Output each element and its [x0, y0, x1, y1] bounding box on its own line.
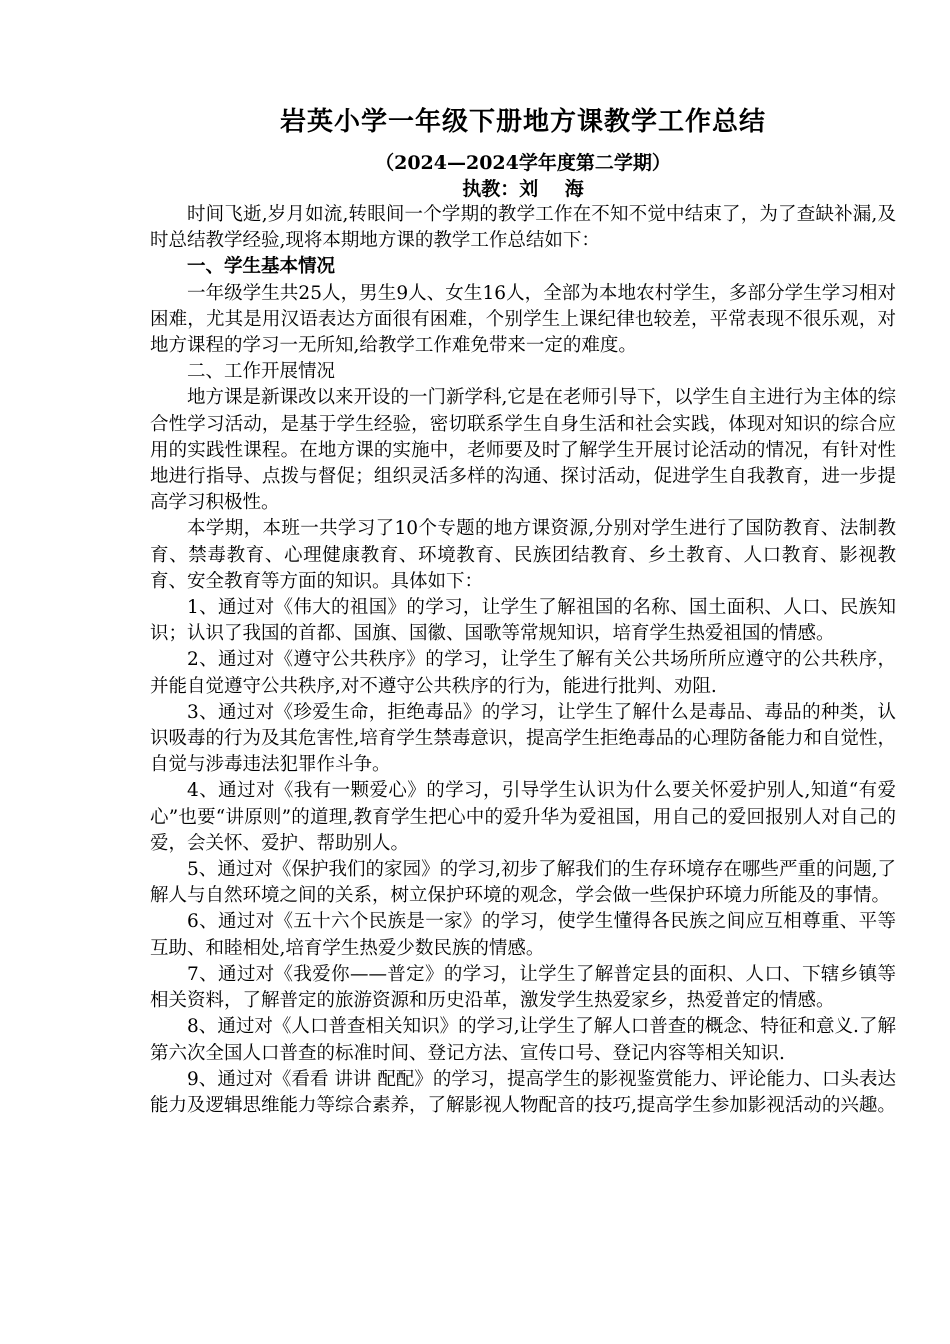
- list-item: 9、通过对《看看 讲讲 配配》的学习，提高学生的影视鉴赏能力、评论能力、口头表达能力及逻辑思维能力等综合素养，了解影视人物配音的技巧,提高学生参加影视活动的兴趣。: [150, 1068, 896, 1116]
- list-item: 3、通过对《珍爱生命，拒绝毒品》的学习，让学生了解什么是毒品、毒品的种类，认识吸毒的行为及其危害性,培育学生禁毒意识，提高学生拒绝毒品的心理防备能力和自觉性，自觉与涉毒违法犯罪作斗争。: [150, 701, 896, 776]
- list-item: 6、通过对《五十六个民族是一家》的学习，使学生懂得各民族之间应互相尊重、平等互助、和睦相处,培育学生热爱少数民族的情感。: [150, 911, 896, 959]
- work-paragraph: 地方课是新课改以来开设的一门新学科,它是在老师引导下，以学生自主进行为主体的综合性学习活动，是基于学生经验，密切联系学生自身生活和社会实践，体现对知识的综合应用的实践性课程。在地方课的实施中，老师要及时了解学生开展讨论活动的情况，有针对性地进行指导、点拨与督促；组织灵活多样的沟通、探讨活动，促进学生自我教育，进一步提高学习积极性。: [150, 387, 896, 514]
- intro-paragraph: 时间飞逝,岁月如流,转眼间一个学期的教学工作在不知不觉中结束了，为了查缺补漏,及时总结教学经验,现将本期地方课的教学工作总结如下：: [150, 204, 896, 252]
- section-heading-students: 一、学生基本情况: [187, 256, 336, 278]
- document-subtitle: （2024—2024学年度第二学期）: [375, 152, 671, 174]
- list-item: 1、通过对《伟大的祖国》的学习，让学生了解祖国的名称、国土面积、人口、民族知识；认识了我国的首都、国旗、国徽、国歌等常规知识，培育学生热爱祖国的情感。: [150, 597, 896, 645]
- section-heading-work: 二、工作开展情况: [187, 361, 336, 383]
- document-title: 岩英小学一年级下册地方课教学工作总结: [279, 107, 766, 137]
- list-item: 8、通过对《人口普查相关知识》的学习,让学生了解人口普查的概念、特征和意义.了解第六次全国人口普查的标准时间、登记方法、宣传口号、登记内容等相关知识.: [150, 1016, 896, 1064]
- list-item: 2、通过对《遵守公共秩序》的学习，让学生了解有关公共场所所应遵守的公共秩序，并能自觉遵守公共秩序,对不遵守公共秩序的行为，能进行批判、劝阻.: [150, 649, 896, 697]
- list-item: 4、通过对《我有一颗爱心》的学习，引导学生认识为什么要关怀爱护别人,知道“有爱心”也要“讲原则”的道理,教育学生把心中的爱升华为爱祖国，用自己的爱回报别人对自己的爱，会关怀、爱护、帮助别人。: [150, 780, 896, 854]
- document-page: [150, 102, 896, 1119]
- students-paragraph: 一年级学生共25人，男生9人、女生16人，全部为本地农村学生，多部分学生学习相对困难，尤其是用汉语表达方面很有困难，个别学生上课纪律也较差，平常表现不很乐观，对地方课程的学习一无所知,给教学工作难免带来一定的难度。: [150, 282, 896, 357]
- semester-paragraph: 本学期，本班一共学习了10个专题的地方课资源,分别对学生进行了国防教育、法制教育、禁毒教育、心理健康教育、环境教育、民族团结教育、乡土教育、人口教育、影视教育、安全教育等方面的知识。具体如下：: [150, 518, 896, 592]
- list-item: 7、通过对《我爱你——普定》的学习，让学生了解普定县的面积、人口、下辖乡镇等相关资料，了解普定的旅游资源和历史沿革，激发学生热爱家乡，热爱普定的情感。: [150, 963, 896, 1012]
- list-item: 5、通过对《保护我们的家园》的学习,初步了解我们的生存环境存在哪些严重的问题,了解人与自然环境之间的关系，树立保护环境的观念，学会做一些保护环境力所能及的事情。: [150, 859, 896, 907]
- teacher-line: 执教：刘 海: [462, 178, 584, 200]
- document-body: [150, 202, 896, 1119]
